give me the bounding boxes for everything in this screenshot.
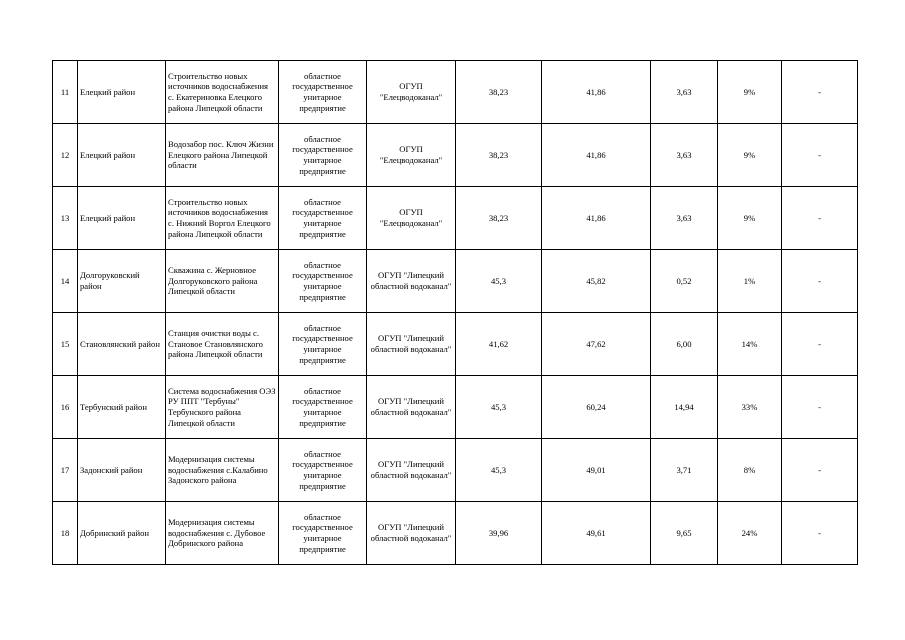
table-row: [53, 250, 858, 313]
value-2-cell: 41,86: [542, 61, 651, 124]
value-2-cell: 47,62: [542, 313, 651, 376]
row-number: 11: [53, 61, 78, 124]
district-cell: Елецкий район: [78, 187, 166, 250]
organization-cell: ОГУП "Липецкий областной водоканал": [367, 502, 456, 565]
note-cell: -: [782, 124, 858, 187]
table-row: [53, 439, 858, 502]
object-name-cell: Скважина с. Жерновное Долгоруковского района Липецкой области: [166, 250, 279, 313]
organization-cell: ОГУП "Липецкий областной водоканал": [367, 376, 456, 439]
note-cell: -: [782, 313, 858, 376]
district-cell: Добринский район: [78, 502, 166, 565]
district-cell: Елецкий район: [78, 61, 166, 124]
object-name-cell: Модернизация системы водоснабжения с.Калабино Задонского района: [166, 439, 279, 502]
percent-cell: 9%: [718, 187, 782, 250]
table-row: [53, 187, 858, 250]
object-name-cell: Строительство новых источников водоснабжения с. Екатериновка Елецкого района Липецкой области: [166, 61, 279, 124]
org-type-cell: областное государственное унитарное предприятие: [279, 187, 367, 250]
district-cell: Задонский район: [78, 439, 166, 502]
district-cell: Елецкий район: [78, 124, 166, 187]
difference-cell: 14,94: [651, 376, 718, 439]
percent-cell: 33%: [718, 376, 782, 439]
table-row: [53, 313, 858, 376]
value-2-cell: 45,82: [542, 250, 651, 313]
note-cell: -: [782, 61, 858, 124]
table-row: [53, 376, 858, 439]
note-cell: -: [782, 502, 858, 565]
value-2-cell: 60,24: [542, 376, 651, 439]
table-row: [53, 124, 858, 187]
value-1-cell: 39,96: [456, 502, 542, 565]
district-cell: Долгоруковский район: [78, 250, 166, 313]
difference-cell: 3,63: [651, 61, 718, 124]
org-type-cell: областное государственное унитарное предприятие: [279, 313, 367, 376]
note-cell: -: [782, 439, 858, 502]
value-2-cell: 49,61: [542, 502, 651, 565]
row-number: 17: [53, 439, 78, 502]
note-cell: -: [782, 250, 858, 313]
org-type-cell: областное государственное унитарное предприятие: [279, 376, 367, 439]
object-name-cell: Строительство новых источников водоснабжения с. Нижний Воргол Елецкого района Липецкой области: [166, 187, 279, 250]
value-1-cell: 45,3: [456, 250, 542, 313]
percent-cell: 9%: [718, 124, 782, 187]
object-name-cell: Водозабор пос. Ключ Жизни Елецкого района Липецкой области: [166, 124, 279, 187]
value-1-cell: 38,23: [456, 187, 542, 250]
district-cell: Тербунский район: [78, 376, 166, 439]
percent-cell: 24%: [718, 502, 782, 565]
table-row: [53, 502, 858, 565]
org-type-cell: областное государственное унитарное предприятие: [279, 61, 367, 124]
note-cell: -: [782, 376, 858, 439]
value-1-cell: 38,23: [456, 61, 542, 124]
difference-cell: 9,65: [651, 502, 718, 565]
value-2-cell: 41,86: [542, 124, 651, 187]
organization-cell: ОГУП "Елецводоканал": [367, 61, 456, 124]
row-number: 15: [53, 313, 78, 376]
note-cell: -: [782, 187, 858, 250]
organization-cell: ОГУП "Липецкий областной водоканал": [367, 250, 456, 313]
organization-cell: ОГУП "Елецводоканал": [367, 187, 456, 250]
organization-cell: ОГУП "Елецводоканал": [367, 124, 456, 187]
org-type-cell: областное государственное унитарное предприятие: [279, 124, 367, 187]
difference-cell: 3,63: [651, 124, 718, 187]
value-1-cell: 38,23: [456, 124, 542, 187]
object-name-cell: Модернизация системы водоснабжения с. Дубовое Добринского района: [166, 502, 279, 565]
row-number: 12: [53, 124, 78, 187]
object-name-cell: Система водоснабжения ОЭЗ РУ ППТ "Тербуны" Тербунского района Липецкой области: [166, 376, 279, 439]
org-type-cell: областное государственное унитарное предприятие: [279, 502, 367, 565]
percent-cell: 14%: [718, 313, 782, 376]
organization-cell: ОГУП "Липецкий областной водоканал": [367, 313, 456, 376]
table-row: [53, 61, 858, 124]
value-1-cell: 45,3: [456, 376, 542, 439]
difference-cell: 0,52: [651, 250, 718, 313]
district-cell: Становлянский район: [78, 313, 166, 376]
value-2-cell: 41,86: [542, 187, 651, 250]
value-1-cell: 45,3: [456, 439, 542, 502]
table-body: [53, 61, 858, 565]
value-1-cell: 41,62: [456, 313, 542, 376]
object-name-cell: Станция очистки воды с. Становое Становлянского района Липецкой области: [166, 313, 279, 376]
difference-cell: 6,00: [651, 313, 718, 376]
tariff-table: [52, 60, 858, 565]
organization-cell: ОГУП "Липецкий областной водоканал": [367, 439, 456, 502]
difference-cell: 3,71: [651, 439, 718, 502]
percent-cell: 9%: [718, 61, 782, 124]
row-number: 16: [53, 376, 78, 439]
row-number: 14: [53, 250, 78, 313]
percent-cell: 8%: [718, 439, 782, 502]
difference-cell: 3,63: [651, 187, 718, 250]
org-type-cell: областное государственное унитарное предприятие: [279, 250, 367, 313]
row-number: 18: [53, 502, 78, 565]
percent-cell: 1%: [718, 250, 782, 313]
org-type-cell: областное государственное унитарное предприятие: [279, 439, 367, 502]
row-number: 13: [53, 187, 78, 250]
value-2-cell: 49,01: [542, 439, 651, 502]
